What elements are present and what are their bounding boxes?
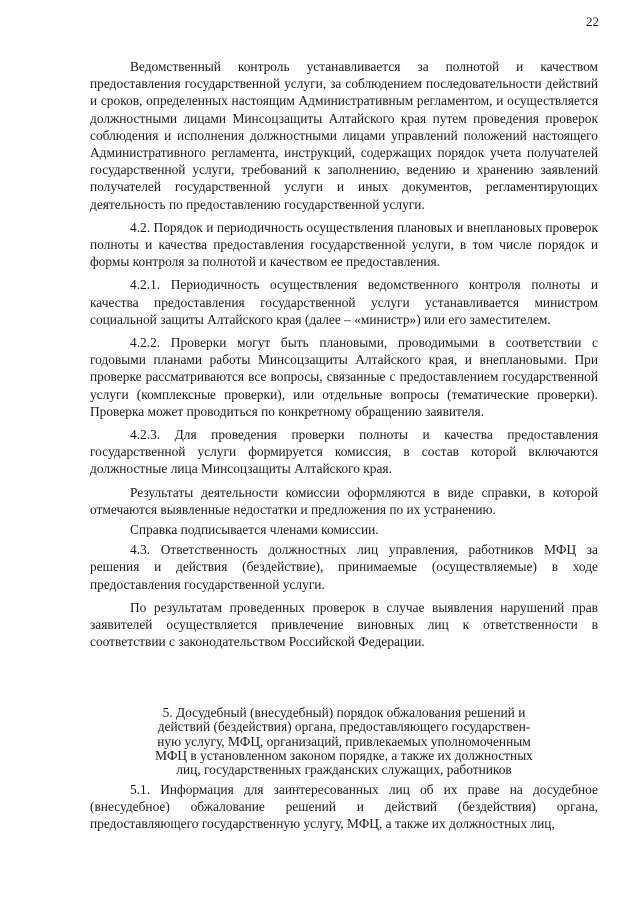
paragraph-certificate-signed: Справка подписывается членами комиссии.: [130, 522, 379, 538]
section-5-heading-line: действий (бездействия) органа, предоставляющего государствен-: [157, 719, 531, 735]
section-5-body: [90, 781, 598, 833]
paragraph-4-2-3: 4.2.3. Для проведения проверки полноты и качества предоставления государственной услуги формируется комиссия, в состав которой включаются должностные лица Минсоцзащиты Алтайского края.: [90, 427, 598, 477]
paragraph-departmental-control: Ведомственный контроль устанавливается за полнотой и качеством предоставления государственной услуги, за соблюдением последовательности действий и сроков, определенных настоящим Административным регламентом, и осуществляется должностными лицами Минсоцзащиты Алтайского края путем проведения проверок соблюдения и исполнения должностными лицами управлений положений настоящего Административного регламента, инструкций, содержащих порядок учета получателей государственной услуги, требований к заполнению, ведению и хранению заявлений получателей государственной услуги и иных документов, регламентирующих деятельность по предоставлению государственной услуги.: [90, 59, 598, 212]
paragraph-violations-liability: По результатам проведенных проверок в случае выявления нарушений прав заявителей осуществляется привлечение виновных лиц к ответственности в соответствии с законодательством Российской Федерации.: [90, 599, 598, 650]
section-5-heading-line: 5. Досудебный (внесудебный) порядок обжалования решений и: [162, 705, 526, 720]
section-5-heading-line: ную услугу, МФЦ, организаций, привлекаемых уполномоченным: [157, 733, 531, 749]
section-5-heading-line: МФЦ в установленном законом порядке, а также их должностных: [155, 747, 533, 763]
section-5-heading-line: лиц, государственных гражданских служащих, работников: [176, 762, 512, 778]
paragraph-commission-results: Результаты деятельности комиссии оформляются в виде справки, в которой отмечаются выявленные недостатки и предложения по их устранению.: [90, 484, 598, 517]
section-4-body: [90, 58, 598, 657]
page-number: 22: [586, 14, 599, 29]
paragraph-4-3: 4.3. Ответственность должностных лиц управления, работников МФЦ за решения и действия (бездействие), принимаемые (осуществляемые) в ходе предоставления государственной услуги.: [90, 542, 598, 592]
section-5-heading: [90, 706, 598, 777]
paragraph-5-1: 5.1. Информация для заинтересованных лиц об их праве на досудебное (внесудебное) обжалование решений и действий (бездействия) органа, предоставляющего государственную услугу, МФЦ, а также их должностных лиц,: [90, 782, 598, 832]
paragraph-4-2-1: 4.2.1. Периодичность осуществления ведомственного контроля полноты и качества предоставления государственной услуги устанавливается министром социальной защиты Алтайского края (далее – «министр») или его заместителем.: [90, 277, 598, 327]
paragraph-4-2: 4.2. Порядок и периодичность осуществления плановых и внеплановых проверок полноты и качества предоставления государственной услуги, в том числе порядок и формы контроля за полнотой и качеством ее предоставления.: [90, 219, 598, 270]
paragraph-4-2-2: 4.2.2. Проверки могут быть плановыми, проводимыми в соответствии с годовыми планами работы Минсоцзащиты Алтайского края, и внеплановыми. При проверке рассматриваются все вопросы, связанные с предоставлением государственной услуги (комплексные проверки), или отдельные вопросы (тематические проверки). Проверка может проводиться по конкретному обращению заявителя.: [90, 335, 598, 419]
